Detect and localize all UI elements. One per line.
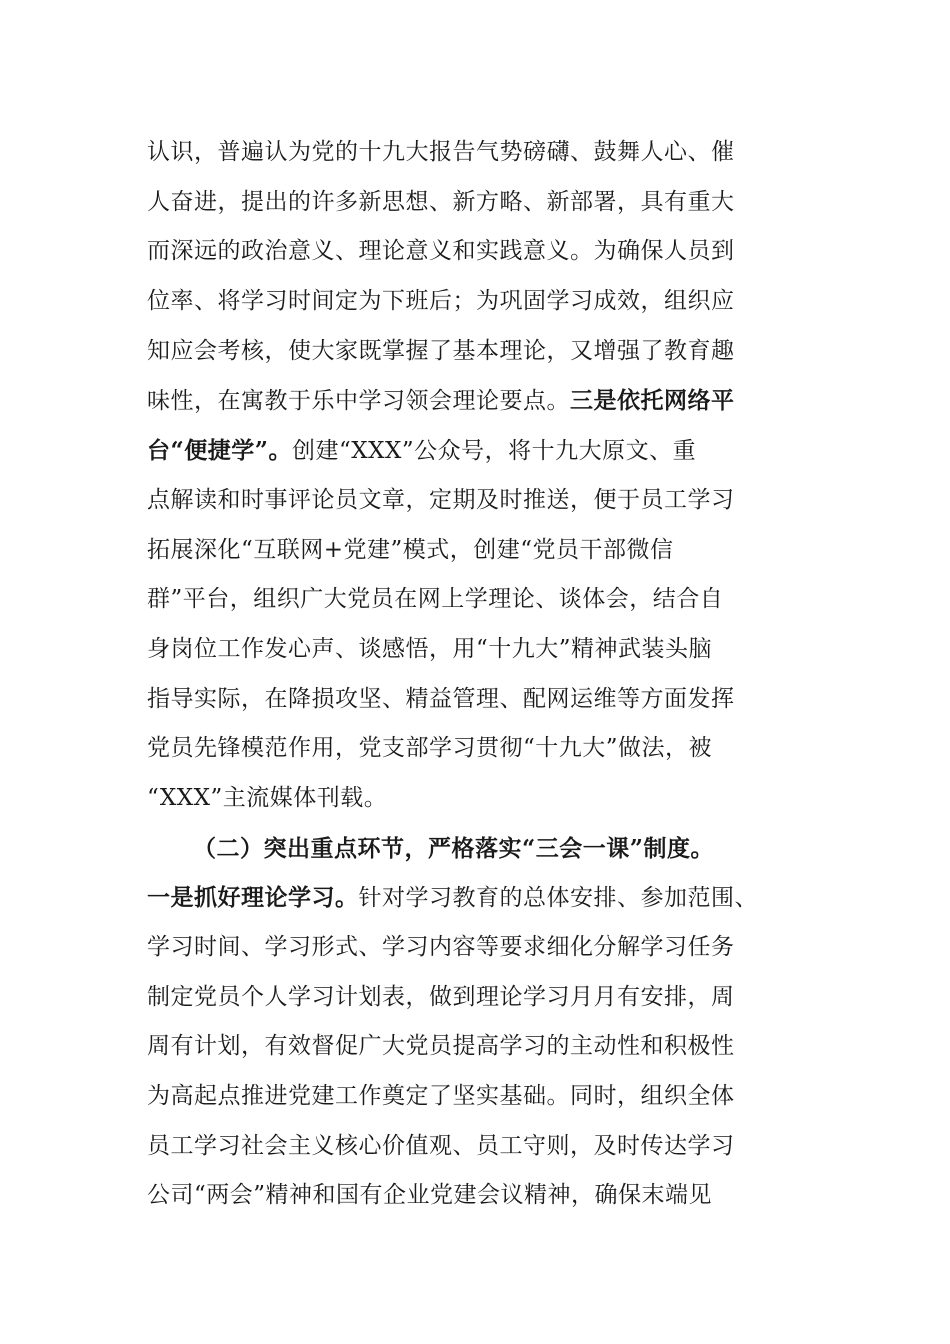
text-line [147,526,827,576]
text-line [147,1171,827,1221]
text-run: 创建“XXX”公众号，将十九大原文、重 [291,438,697,465]
text-line [147,575,827,625]
text-run: 认识，普遍认为党的十九大报告气势磅礴、鼓舞人心、催 [147,139,735,165]
text-run: 周有计划，有效督促广大党员提高学习的主动性和积极性 [147,1033,735,1060]
text-line [147,774,827,824]
bold-text-run: 台“便捷学”。 [147,437,292,465]
text-line [147,227,827,277]
text-line [147,476,827,526]
text-run: 为高起点推进党建工作奠定了坚实基础。同时，组织全体 [147,1083,735,1110]
text-run: 知应会考核，使大家既掌握了基本理论，又增强了教育趣 [147,337,735,364]
text-line [147,376,827,426]
text-run: 针对学习教育的总体安排、参加范围、 [358,885,758,912]
text-line [147,973,827,1023]
text-line [147,327,827,377]
text-run: “XXX”主流媒体刊载。 [147,784,388,811]
bold-text-run: 一是抓好理论学习。 [147,884,359,912]
text-run: 身岗位工作发心声、谈感悟，用“十九大”精神武装头脑 [147,635,713,662]
text-line [147,1022,827,1072]
text-run: 学习时间、学习形式、学习内容等要求细化分解学习任务 [147,934,735,960]
text-run: 人奋进，提出的许多新思想、新方略、新部署，具有重大 [147,188,735,215]
text-line [147,1072,827,1122]
bold-text-run: （二）突出重点环节，严格落实“三会一课”制度。 [193,834,714,862]
text-run: 点解读和时事评论员文章，定期及时推送，便于员工学习 [147,486,735,513]
text-run: 位率、将学习时间定为下班后；为巩固学习成效，组织应 [147,288,735,315]
bold-text-run: 三是依托网络平 [570,387,735,415]
text-line [147,178,827,228]
text-run: 党员先锋模范作用，党支部学习贯彻“十九大”做法，被 [147,735,713,762]
text-line [147,724,827,774]
text-run: 拓展深化“互联网+党建”模式，创建“党员干部微信 [147,536,674,563]
text-run: 群”平台，组织广大党员在网上学理论、谈体会，结合自 [147,586,724,613]
text-run: 而深远的政治意义、理论意义和实践意义。为确保人员到 [147,238,735,265]
text-run: 制定党员个人学习计划表，做到理论学习月月有安排，周 [147,983,735,1010]
text-run: 公司“两会”精神和国有企业党建会议精神，确保末端见 [147,1182,713,1209]
text-line [147,923,827,973]
text-line [147,675,827,725]
text-run: 员工学习社会主义核心价值观、员工守则，及时传达学习 [147,1132,735,1159]
text-line [147,625,827,675]
text-run: 指导实际，在降损攻坚、精益管理、配网运维等方面发挥 [147,685,735,712]
body-text [147,128,827,1221]
text-line [147,824,827,874]
text-line [147,277,827,327]
text-line [147,426,827,476]
text-line [147,1122,827,1172]
text-run: 味性，在寓教于乐中学习领会理论要点。 [147,388,570,415]
text-line [147,873,827,923]
text-line [147,128,827,178]
